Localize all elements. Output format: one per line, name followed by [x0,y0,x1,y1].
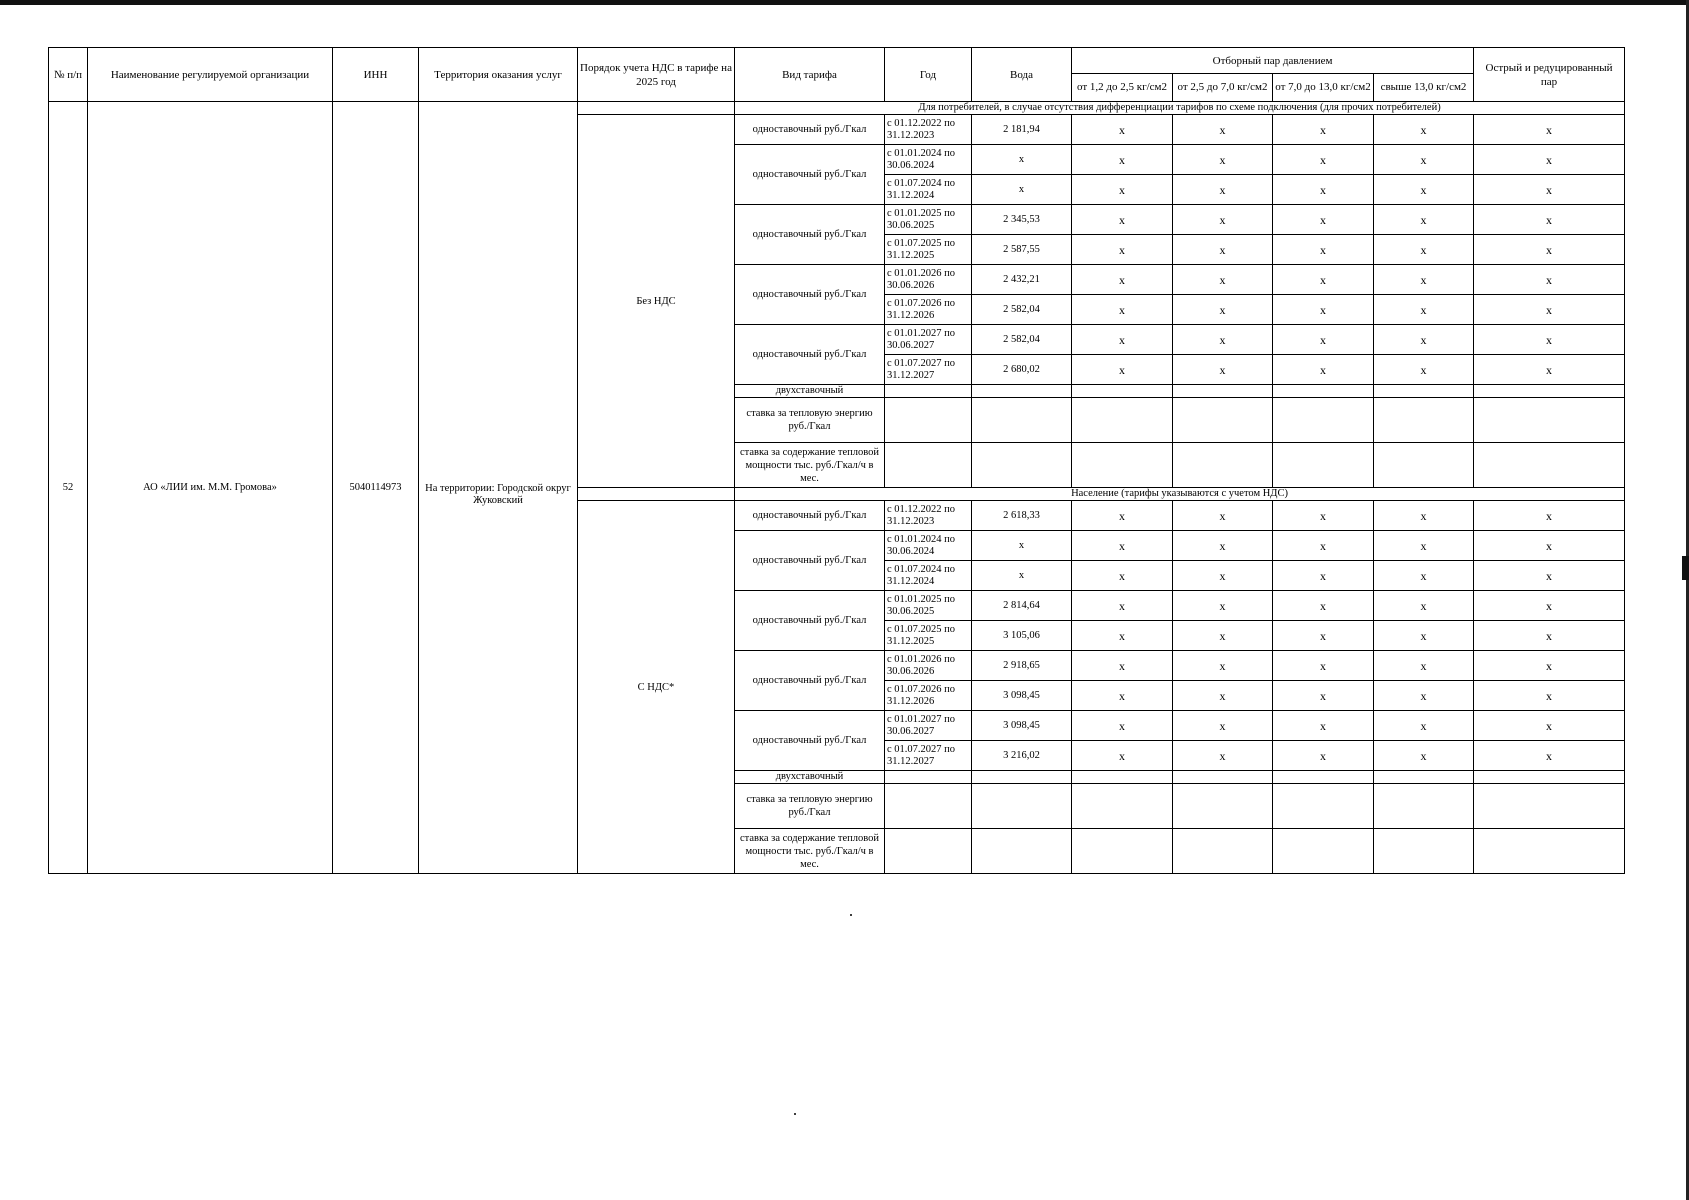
section-band: Население (тарифы указываются с учетом НДС) [735,488,1625,501]
steam-value: х [1072,325,1173,355]
empty-cell [972,784,1072,829]
steam-value: х [1072,205,1173,235]
steam-value: х [1474,621,1625,651]
steam-value: х [1374,295,1474,325]
empty-cell [1474,385,1625,398]
tariff-type: одноставочный руб./Гкал [735,711,885,771]
steam-value: х [1474,205,1625,235]
steam-value: х [1374,265,1474,295]
steam-value: х [1173,561,1273,591]
steam-value: х [1173,711,1273,741]
steam-value: х [1273,175,1374,205]
rate-heat-label: ставка за тепловую энергию руб./Гкал [735,784,885,829]
steam-value: х [1273,591,1374,621]
steam-value: х [1474,355,1625,385]
vat-order: Без НДС [578,115,735,488]
rate-capacity-label: ставка за содержание тепловой мощности тыс. руб./Гкал/ч в мес. [735,443,885,488]
steam-value: х [1374,681,1474,711]
water-value: 3 216,02 [972,741,1072,771]
empty-cell [1173,443,1273,488]
steam-value: х [1072,145,1173,175]
steam-value: х [1273,561,1374,591]
steam-value: х [1374,355,1474,385]
header-water: Вода [972,48,1072,102]
empty-cell [885,771,972,784]
steam-value: х [1273,501,1374,531]
empty-cell [1072,771,1173,784]
header-steam-group: Отборный пар давлением [1072,48,1474,74]
water-value: 2 181,94 [972,115,1072,145]
vat-order: С НДС* [578,501,735,874]
empty-cell [1273,385,1374,398]
empty-cell [1072,784,1173,829]
empty-cell [885,784,972,829]
steam-value: х [1374,115,1474,145]
steam-value: х [1173,115,1273,145]
tariff-type: одноставочный руб./Гкал [735,325,885,385]
steam-value: х [1474,235,1625,265]
steam-value: х [1273,355,1374,385]
empty-cell [1474,829,1625,874]
tariff-type: одноставочный руб./Гкал [735,651,885,711]
empty-cell [1474,784,1625,829]
scan-speck [794,1113,796,1115]
empty-cell [1173,398,1273,443]
steam-value: х [1474,711,1625,741]
header-inn: ИНН [333,48,419,102]
water-value: х [972,531,1072,561]
empty-cell [1374,385,1474,398]
steam-value: х [1374,205,1474,235]
empty-cell [1273,784,1374,829]
empty-cell [1474,771,1625,784]
steam-value: х [1374,325,1474,355]
empty-cell [885,829,972,874]
rate-heat-label: ставка за тепловую энергию руб./Гкал [735,398,885,443]
steam-value: х [1474,175,1625,205]
two-part-label: двухставочный [735,385,885,398]
empty-cell [1072,385,1173,398]
steam-value: х [1173,355,1273,385]
steam-value: х [1072,711,1173,741]
steam-value: х [1474,501,1625,531]
period: с 01.01.2025 по 30.06.2025 [885,205,972,235]
tariff-type: одноставочный руб./Гкал [735,115,885,145]
empty-cell [1273,398,1374,443]
steam-value: х [1273,235,1374,265]
steam-value: х [1374,501,1474,531]
water-value: 2 582,04 [972,325,1072,355]
empty-cell [885,443,972,488]
org-territory: На территории: Городской округ Жуковский [419,102,578,874]
header-tariff-type: Вид тарифа [735,48,885,102]
steam-value: х [1173,591,1273,621]
header-sharp-steam: Острый и редуцированный пар [1474,48,1625,102]
water-value: 2 618,33 [972,501,1072,531]
steam-value: х [1072,235,1173,265]
empty-cell [1273,771,1374,784]
steam-value: х [1173,501,1273,531]
org-name: АО «ЛИИ им. М.М. Громова» [88,102,333,874]
steam-value: х [1374,741,1474,771]
steam-value: х [1072,115,1173,145]
header-territory: Территория оказания услуг [419,48,578,102]
steam-value: х [1374,711,1474,741]
steam-value: х [1173,265,1273,295]
steam-value: х [1374,531,1474,561]
steam-value: х [1173,205,1273,235]
steam-value: х [1072,501,1173,531]
table-body [49,102,1625,874]
period: с 01.07.2025 по 31.12.2025 [885,235,972,265]
band-spacer [578,102,735,115]
steam-value: х [1173,621,1273,651]
steam-value: х [1474,561,1625,591]
steam-value: х [1273,681,1374,711]
empty-cell [885,398,972,443]
header-steam-2: от 2,5 до 7,0 кг/см2 [1173,74,1273,102]
empty-cell [972,385,1072,398]
steam-value: х [1072,265,1173,295]
steam-value: х [1072,681,1173,711]
period: с 01.01.2027 по 30.06.2027 [885,325,972,355]
steam-value: х [1474,591,1625,621]
steam-value: х [1374,591,1474,621]
water-value: 3 098,45 [972,681,1072,711]
empty-cell [1374,784,1474,829]
rate-capacity-label: ставка за содержание тепловой мощности тыс. руб./Гкал/ч в мес. [735,829,885,874]
two-part-label: двухставочный [735,771,885,784]
steam-value: х [1374,175,1474,205]
steam-value: х [1273,325,1374,355]
steam-value: х [1072,591,1173,621]
steam-value: х [1273,621,1374,651]
steam-value: х [1072,175,1173,205]
tariff-type: одноставочный руб./Гкал [735,145,885,205]
empty-cell [1273,443,1374,488]
period: с 01.07.2027 по 31.12.2027 [885,741,972,771]
steam-value: х [1072,741,1173,771]
water-value: 3 098,45 [972,711,1072,741]
section-band: Для потребителей, в случае отсутствия дифференциации тарифов по схеме подключения (для прочих потребителей) [735,102,1625,115]
steam-value: х [1273,265,1374,295]
water-value: 2 918,65 [972,651,1072,681]
steam-value: х [1173,295,1273,325]
steam-value: х [1072,651,1173,681]
period: с 01.07.2026 по 31.12.2026 [885,681,972,711]
steam-value: х [1374,561,1474,591]
steam-value: х [1273,295,1374,325]
steam-value: х [1072,531,1173,561]
steam-value: х [1474,681,1625,711]
tariff-type: одноставочный руб./Гкал [735,501,885,531]
empty-cell [1072,829,1173,874]
empty-cell [972,443,1072,488]
steam-value: х [1273,531,1374,561]
steam-value: х [1273,205,1374,235]
tariff-type: одноставочный руб./Гкал [735,531,885,591]
tariff-table [48,47,1625,874]
steam-value: х [1474,265,1625,295]
steam-value: х [1273,115,1374,145]
water-value: 2 345,53 [972,205,1072,235]
water-value: 2 432,21 [972,265,1072,295]
empty-cell [1474,398,1625,443]
org-inn: 5040114973 [333,102,419,874]
steam-value: х [1474,531,1625,561]
steam-value: х [1374,235,1474,265]
period: с 01.01.2026 по 30.06.2026 [885,651,972,681]
header-steam-4: свыше 13,0 кг/см2 [1374,74,1474,102]
water-value: 2 587,55 [972,235,1072,265]
empty-cell [1273,829,1374,874]
period: с 01.07.2024 по 31.12.2024 [885,175,972,205]
header-steam-1: от 1,2 до 2,5 кг/см2 [1072,74,1173,102]
tariff-type: одноставочный руб./Гкал [735,265,885,325]
empty-cell [1072,443,1173,488]
steam-value: х [1474,741,1625,771]
empty-cell [1173,771,1273,784]
empty-cell [1374,771,1474,784]
water-value: 2 814,64 [972,591,1072,621]
steam-value: х [1072,295,1173,325]
period: с 01.12.2022 по 31.12.2023 [885,115,972,145]
steam-value: х [1474,325,1625,355]
water-value: 3 105,06 [972,621,1072,651]
water-value: х [972,175,1072,205]
period: с 01.07.2024 по 31.12.2024 [885,561,972,591]
empty-cell [1173,385,1273,398]
steam-value: х [1474,295,1625,325]
header-org: Наименование регулируемой организации [88,48,333,102]
empty-cell [972,771,1072,784]
period: с 01.01.2024 по 30.06.2024 [885,531,972,561]
period: с 01.01.2025 по 30.06.2025 [885,591,972,621]
scan-right-notch [1682,556,1689,580]
steam-value: х [1273,145,1374,175]
steam-value: х [1474,145,1625,175]
section-band-row [49,102,1625,115]
steam-value: х [1173,175,1273,205]
water-value: х [972,145,1072,175]
scan-top-edge [0,0,1689,5]
steam-value: х [1273,741,1374,771]
steam-value: х [1173,651,1273,681]
steam-value: х [1374,621,1474,651]
steam-value: х [1072,561,1173,591]
steam-value: х [1173,235,1273,265]
header-num: № п/п [49,48,88,102]
steam-value: х [1173,531,1273,561]
header-steam-3: от 7,0 до 13,0 кг/см2 [1273,74,1374,102]
water-value: 2 582,04 [972,295,1072,325]
steam-value: х [1374,651,1474,681]
empty-cell [1374,398,1474,443]
header-year: Год [885,48,972,102]
steam-value: х [1474,651,1625,681]
water-value: х [972,561,1072,591]
period: с 01.07.2027 по 31.12.2027 [885,355,972,385]
empty-cell [972,829,1072,874]
period: с 01.01.2027 по 30.06.2027 [885,711,972,741]
empty-cell [1173,784,1273,829]
header-vat-order: Порядок учета НДС в тарифе на 2025 год [578,48,735,102]
steam-value: х [1072,621,1173,651]
org-num: 52 [49,102,88,874]
tariff-type: одноставочный руб./Гкал [735,591,885,651]
tariff-type: одноставочный руб./Гкал [735,205,885,265]
period: с 01.12.2022 по 31.12.2023 [885,501,972,531]
steam-value: х [1474,115,1625,145]
empty-cell [885,385,972,398]
steam-value: х [1273,651,1374,681]
steam-value: х [1072,355,1173,385]
scan-speck [850,914,852,916]
empty-cell [972,398,1072,443]
steam-value: х [1273,711,1374,741]
empty-cell [1072,398,1173,443]
water-value: 2 680,02 [972,355,1072,385]
band-spacer [578,488,735,501]
empty-cell [1374,829,1474,874]
steam-value: х [1173,325,1273,355]
period: с 01.07.2025 по 31.12.2025 [885,621,972,651]
period: с 01.07.2026 по 31.12.2026 [885,295,972,325]
period: с 01.01.2024 по 30.06.2024 [885,145,972,175]
empty-cell [1173,829,1273,874]
empty-cell [1374,443,1474,488]
table-header [49,48,1625,102]
steam-value: х [1173,741,1273,771]
empty-cell [1474,443,1625,488]
steam-value: х [1374,145,1474,175]
steam-value: х [1173,145,1273,175]
period: с 01.01.2026 по 30.06.2026 [885,265,972,295]
steam-value: х [1173,681,1273,711]
